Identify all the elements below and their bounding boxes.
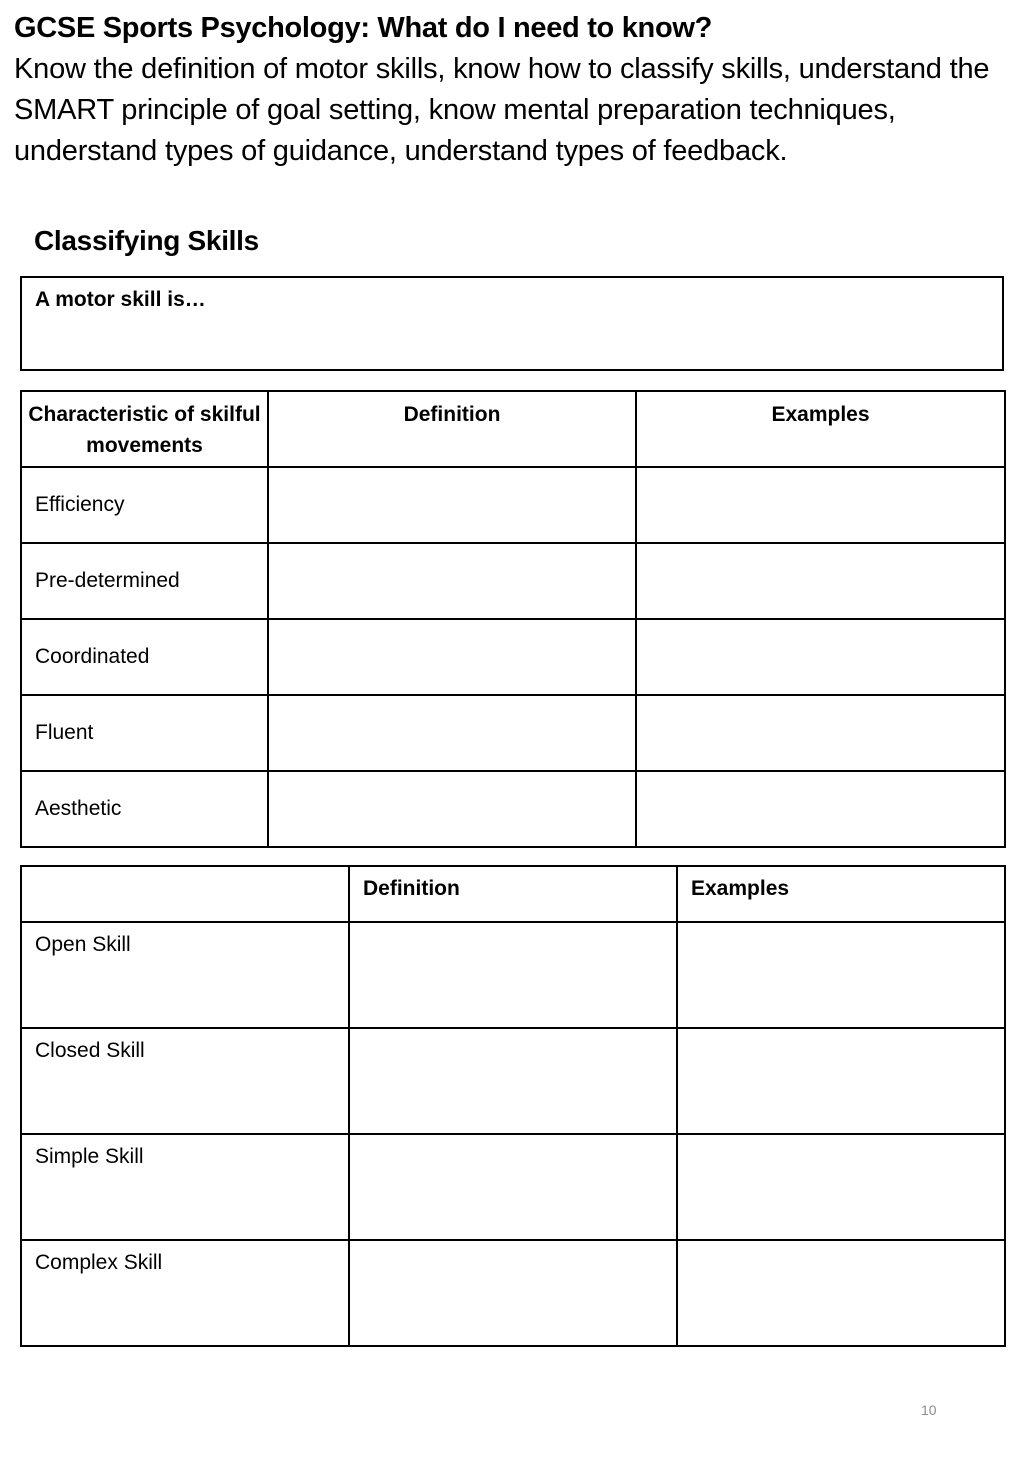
row-label-fluent: Fluent xyxy=(21,695,268,771)
row-label-coordinated: Coordinated xyxy=(21,619,268,695)
column-header-empty xyxy=(21,866,349,922)
table-row xyxy=(21,619,1005,695)
examples-cell[interactable] xyxy=(636,695,1005,771)
examples-cell[interactable] xyxy=(677,1134,1005,1240)
row-label-complex-skill: Complex Skill xyxy=(21,1240,349,1346)
definition-cell[interactable] xyxy=(349,922,677,1028)
motor-skill-answer-box[interactable] xyxy=(20,276,1004,371)
examples-cell[interactable] xyxy=(636,467,1005,543)
column-header-definition: Definition xyxy=(349,866,677,922)
definition-cell[interactable] xyxy=(268,695,636,771)
motor-skill-label: A motor skill is… xyxy=(35,288,206,311)
table-row xyxy=(21,1134,1005,1240)
table-row xyxy=(21,467,1005,543)
section-heading: Classifying Skills xyxy=(34,225,259,256)
definition-cell[interactable] xyxy=(268,467,636,543)
row-label-closed-skill: Closed Skill xyxy=(21,1028,349,1134)
examples-cell[interactable] xyxy=(677,1240,1005,1346)
table-row xyxy=(21,1240,1005,1346)
examples-cell[interactable] xyxy=(636,543,1005,619)
examples-cell[interactable] xyxy=(636,619,1005,695)
definition-cell[interactable] xyxy=(268,543,636,619)
examples-cell[interactable] xyxy=(677,1028,1005,1134)
table-header-row xyxy=(21,866,1005,922)
row-label-aesthetic: Aesthetic xyxy=(21,771,268,847)
table-row xyxy=(21,1028,1005,1134)
examples-cell[interactable] xyxy=(677,922,1005,1028)
definition-cell[interactable] xyxy=(349,1240,677,1346)
table-row xyxy=(21,771,1005,847)
page-number: 10 xyxy=(921,1402,937,1418)
page-title: GCSE Sports Psychology: What do I need to know? xyxy=(14,12,713,44)
table-row xyxy=(21,922,1005,1028)
definition-cell[interactable] xyxy=(349,1134,677,1240)
column-header-examples: Examples xyxy=(677,866,1005,922)
characteristics-table xyxy=(20,390,1006,848)
definition-cell[interactable] xyxy=(349,1028,677,1134)
intro-text: Know the definition of motor skills, know how to classify skills, understand the SMART principle of goal setting, know mental preparation techniques, understand types of guidance, understand types of feedback. xyxy=(14,53,990,167)
examples-cell[interactable] xyxy=(636,771,1005,847)
column-header-characteristic: Characteristic of skilful movements xyxy=(21,391,268,467)
row-label-efficiency: Efficiency xyxy=(21,467,268,543)
column-header-examples: Examples xyxy=(636,391,1005,467)
row-label-open-skill: Open Skill xyxy=(21,922,349,1028)
definition-cell[interactable] xyxy=(268,771,636,847)
row-label-simple-skill: Simple Skill xyxy=(21,1134,349,1240)
row-label-pre-determined: Pre-determined xyxy=(21,543,268,619)
table-row xyxy=(21,695,1005,771)
skills-table xyxy=(20,865,1006,1347)
definition-cell[interactable] xyxy=(268,619,636,695)
table-header-row xyxy=(21,391,1005,467)
column-header-definition: Definition xyxy=(268,391,636,467)
table-row xyxy=(21,543,1005,619)
